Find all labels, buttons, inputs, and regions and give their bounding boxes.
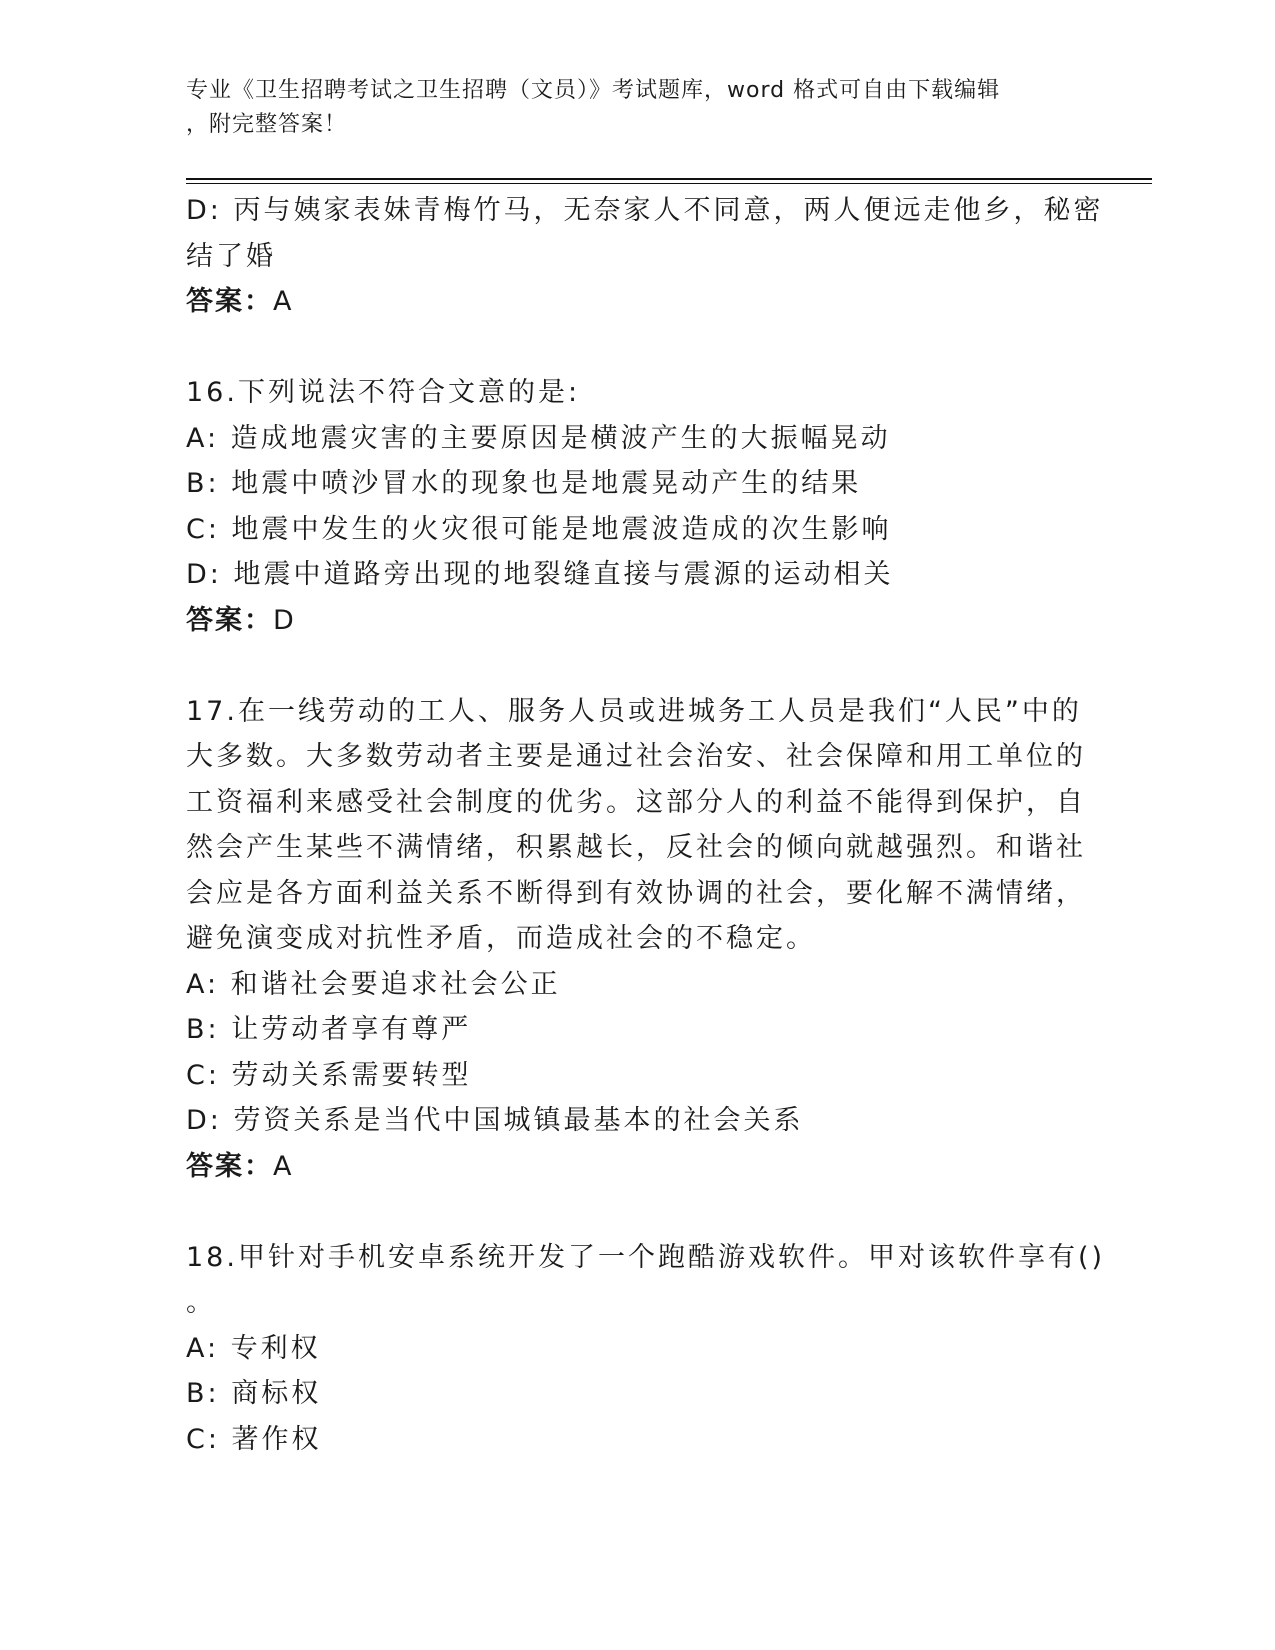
spacer: [186, 325, 1086, 371]
document-body: [186, 188, 1106, 1462]
question-stem-line-1: 18.甲针对手机安卓系统开发了一个跑酷游戏软件。甲对该软件享有(): [186, 1241, 1106, 1273]
answer-line: [186, 279, 1086, 325]
option-c: C: 劳动关系需要转型: [186, 1059, 472, 1091]
option-c: C: 著作权: [186, 1423, 322, 1455]
spacer: [186, 643, 1086, 689]
option-a: A: 专利权: [186, 1332, 321, 1364]
option-d-line-2: 结了婚: [186, 240, 276, 272]
answer-value: D: [273, 604, 296, 636]
question-stem-line: 17.在一线劳动的工人、服务人员或进城务工人员是我们“人民”中的: [186, 695, 1082, 727]
question-stem-line: 工资福利来感受社会制度的优劣。这部分人的利益不能得到保护，自: [186, 786, 1086, 818]
header-divider-thin: [186, 183, 1152, 184]
option-d-line-1: D: 丙与姨家表妹青梅竹马，无奈家人不同意，两人便远走他乡，秘密: [186, 195, 1104, 226]
question-stem-line: 避免演变成对抗性矛盾，而造成社会的不稳定。: [186, 923, 816, 954]
header-title-line-1: 专业《卫生招聘考试之卫生招聘（文员）》考试题库，word 格式可自由下载编辑: [186, 78, 1001, 103]
option-a: A: 造成地震灾害的主要原因是横波产生的大振幅晃动: [186, 422, 891, 454]
question-16: [186, 370, 1086, 643]
answer-value: A: [273, 1150, 294, 1182]
answer-label: 答案：: [186, 604, 273, 636]
document-header: [186, 74, 1066, 142]
option-b: B: 商标权: [186, 1378, 322, 1409]
previous-question: [186, 188, 1104, 325]
question-stem-line: 大多数。大多数劳动者主要是通过社会治安、社会保障和用工单位的: [186, 741, 1086, 772]
question-18: [186, 1235, 1106, 1463]
question-stem: 16.下列说法不符合文意的是:: [186, 377, 581, 408]
spacer: [186, 1189, 1086, 1235]
answer-line: [186, 1144, 1086, 1190]
option-a: A: 和谐社会要追求社会公正: [186, 968, 561, 1000]
header-title-line-2: ，附完整答案！: [186, 112, 348, 137]
question-stem-line: 会应是各方面利益关系不断得到有效协调的社会，要化解不满情绪，: [186, 877, 1086, 909]
question-stem-line-2: 。: [186, 1287, 216, 1318]
option-c: C: 地震中发生的火灾很可能是地震波造成的次生影响: [186, 513, 892, 545]
option-d: D: 劳资关系是当代中国城镇最基本的社会关系: [186, 1105, 804, 1136]
answer-label: 答案：: [186, 1150, 273, 1182]
option-d: D: 地震中道路旁出现的地裂缝直接与震源的运动相关: [186, 559, 894, 590]
answer-line: [186, 598, 1086, 644]
question-17: [186, 689, 1086, 1190]
question-stem-line: 然会产生某些不满情绪，积累越长，反社会的倾向就越强烈。和谐社: [186, 832, 1086, 863]
answer-label: 答案：: [186, 286, 273, 317]
header-divider-thick: [186, 178, 1152, 180]
option-b: B: 让劳动者享有尊严: [186, 1014, 472, 1045]
answer-value: A: [273, 286, 294, 317]
option-b: B: 地震中喷沙冒水的现象也是地震晃动产生的结果: [186, 468, 862, 499]
